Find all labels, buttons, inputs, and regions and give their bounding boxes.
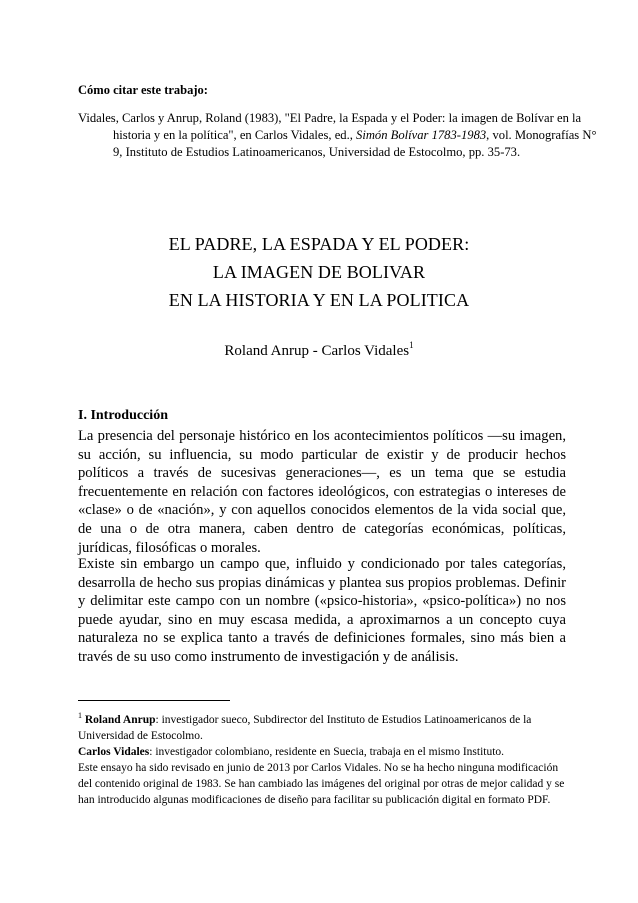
title-line-1: EL PADRE, LA ESPADA Y EL PODER: xyxy=(168,234,470,254)
footnote-anrup xyxy=(78,708,566,744)
footnote-revision-note: Este ensayo ha sido revisado en junio de 2013 por Carlos Vidales. No se ha hecho ninguna modificación del contenido original de 1983. Se han cambiado las imágenes del original por otras de mejor calidad y se han introducido algunas modificaciones de diseño para facilitar su publicación digital en formato PDF. xyxy=(78,762,565,806)
footnote-vidales-text: : investigador colombiano, residente en Suecia, trabaja en el mismo Instituto. xyxy=(149,746,505,758)
footnote-anrup-name: Roland Anrup xyxy=(84,714,156,726)
author-footnote-mark: 1 xyxy=(409,340,414,350)
footnote-vidales xyxy=(78,744,566,760)
author-names: Roland Anrup - Carlos Vidales xyxy=(224,343,410,359)
citation-reference xyxy=(78,110,603,161)
citation-book-title: Simón Bolívar 1783-1983 xyxy=(356,128,487,142)
title-line-3: EN LA HISTORIA Y EN LA POLITICA xyxy=(168,290,470,310)
paragraph-2: Existe sin embargo un campo que, influido y condicionado por tales categorías, desarrolla de hecho sus propias dinámicas y plantea sus propios problemas. Definir y delimitar este campo con un nombre («psico-historia», «psico-política») no nos puede ayudar, sino en muy escasa medida, a aproximarnos a un concepto cuya naturaleza no se explica tanto a través de definiciones formales, sino más bien a través de su uso como instrumento de investigación y de análisis. xyxy=(78,556,566,665)
footnote-anrup-text: : investigador sueco, Subdirector del Instituto de Estudios Latinoamericanos de la Universidad de Estocolmo. xyxy=(78,714,532,742)
footnote xyxy=(78,708,566,808)
authors-line xyxy=(0,340,638,360)
footnote-mark: 1 xyxy=(78,711,82,720)
citation-reference-authors: Vidales, Carlos y Anrup, Roland (1983), "El Padre, la Espada y el Poder: la imagen de Bolívar en la historia y en la política", en Carlos Vidales, ed., xyxy=(78,111,582,142)
citation-reference-rest: , vol. Monografías N° 9, Instituto de Estudios Latinoamericanos, Universidad de Estocolmo, pp. 35-73. xyxy=(113,128,597,159)
footnote-vidales-name: Carlos Vidales xyxy=(78,746,150,758)
title-line-2: LA IMAGEN DE BOLIVAR xyxy=(212,262,426,282)
section-heading: I. Introducción xyxy=(78,408,168,423)
footnote-divider xyxy=(78,700,230,701)
paragraph-1: La presencia del personaje histórico en los acontecimientos políticos —su imagen, su acción, su influencia, su modo particular de existir y de producir hechos políticos a través de sucesivas generaciones—, es un tema que se estudia frecuentemente en relación con factores ideológicos, con estrategias o intereses de «clase» o de «nación», y con aquellos conocidos elementos de la vida social que, de una o de otra manera, caben dentro de categorías económicas, políticas, jurídicas, filosóficas o morales. xyxy=(78,428,566,556)
citation-label: Cómo citar este trabajo: xyxy=(78,83,208,97)
